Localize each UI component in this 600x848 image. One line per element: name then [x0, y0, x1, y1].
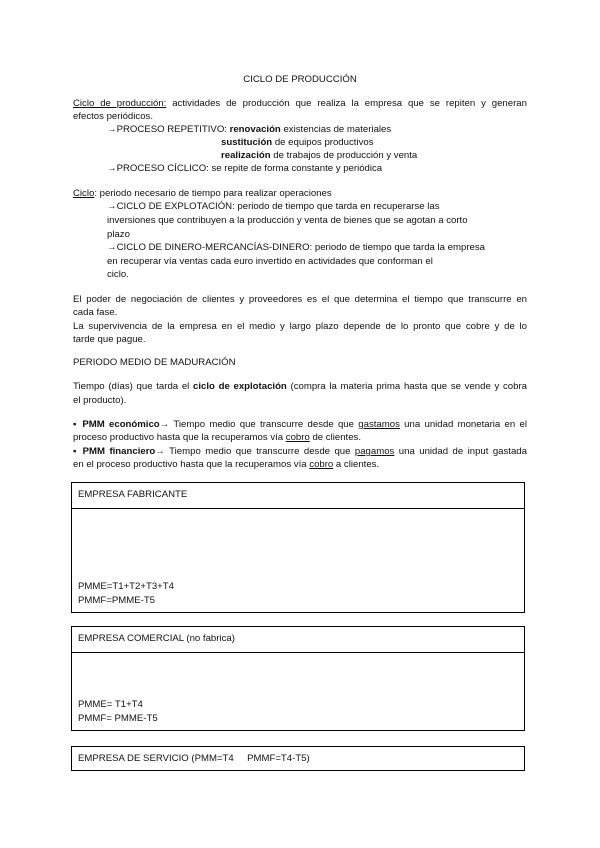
pmm-financiero-text-c: en el proceso productivo hasta que la recuperamos vía [73, 459, 310, 470]
empresa-comercial-box [71, 626, 525, 731]
realizacion-term: realización [221, 150, 271, 161]
renovacion-term: renovación [229, 124, 281, 135]
explotacion-line-2: inversiones que contribuyen a la producción y venta de bienes que se agotan a corto [107, 215, 468, 226]
tiempo-line-1 [73, 381, 527, 393]
dinero-line-1: →CICLO DE DINERO-MERCANCÍAS-DINERO: periodo de tiempo que tarda la empresa [107, 242, 486, 253]
pmm-financiero-line-2 [73, 459, 379, 471]
pmm-economico-line-1 [73, 419, 527, 431]
ciclo-produccion-term: Ciclo de producción: [73, 98, 167, 109]
ciclo-produccion-def: actividades de producción que realiza la empresa que se repiten y generan [166, 98, 527, 109]
ciclo-explotacion-term: ciclo de explotación [193, 381, 287, 392]
supervivencia-line-1: La supervivencia de la empresa en el medio y largo plazo depende de lo pronto que cobre y de lo [73, 321, 527, 332]
pmm-financiero-line-1 [73, 446, 527, 458]
empresa-servicio-title: EMPRESA DE SERVICIO (PMM=T4 PMMF=T4-T5) [78, 753, 310, 764]
pagamos-term: pagamos [354, 446, 395, 457]
supervivencia-line-2: tarde que pague. [73, 334, 146, 345]
formula-pmmf: PMMF= PMME-T5 [78, 713, 158, 724]
pmm-heading: PERIODO MEDIO DE MADURACIÓN [73, 357, 236, 368]
proceso-repetitivo-label: →PROCESO REPETITIVO: [107, 124, 230, 135]
tiempo-line-2: el producto). [73, 395, 127, 406]
proceso-repetitivo-line [107, 124, 391, 136]
page-title: CICLO DE PRODUCCIÓN [243, 74, 357, 85]
ciclo-def: : periodo necesario de tiempo para realizar operaciones [94, 188, 332, 199]
tiempo-text-a: Tiempo (días) que tarda el [73, 381, 194, 392]
pmm-economico-text-d: de clientes. [309, 432, 361, 443]
formula-pmme: PMME=T1+T2+T3+T4 [78, 581, 174, 592]
renovacion-text: existencias de materiales [280, 124, 392, 135]
pmm-financiero-label: PMM financiero [82, 446, 156, 457]
ciclo-produccion-line-1 [73, 98, 527, 110]
empresa-fabricante-box [71, 482, 525, 613]
pmm-economico-text-c: proceso productivo hasta que la recuperamos vía [73, 432, 286, 443]
cobro-term: cobro [309, 459, 334, 470]
pmm-economico-label: PMM económico [82, 419, 160, 430]
formula-pmmf: PMMF=PMME-T5 [78, 595, 156, 606]
empresa-fabricante-header [72, 483, 524, 509]
pmm-financiero-text-d: a clientes. [333, 459, 380, 470]
poder-line-2: cada fase. [73, 307, 118, 318]
dinero-line-2: en recuperar vía ventas cada euro invertido en actividades que conforman el [107, 256, 433, 267]
empresa-comercial-title: EMPRESA COMERCIAL (no fabrica) [78, 633, 235, 644]
ciclo-def-line [73, 188, 332, 200]
pmm-financiero-text-a: → Tiempo medio que transcurre desde que [155, 446, 355, 457]
proceso-ciclico-line: →PROCESO CÍCLICO: se repite de forma constante y periódica [107, 163, 383, 174]
explotacion-line-1: →CICLO DE EXPLOTACIÓN: periodo de tiempo que tarda en recuperarse las [107, 201, 440, 212]
cobro-term: cobro [285, 432, 310, 443]
tiempo-text-c: (compra la materia prima hasta que se vende y cobra [286, 381, 527, 392]
explotacion-line-3: plazo [107, 229, 130, 240]
pmm-economico-text-b: una unidad monetaria en el [399, 419, 527, 430]
bullet-icon: ▪ [73, 419, 83, 430]
empresa-servicio-box [71, 746, 525, 771]
poder-line-1: El poder de negociación de clientes y proveedores es el que determina el tiempo que transcurre en [73, 294, 527, 305]
empresa-fabricante-title: EMPRESA FABRICANTE [78, 489, 188, 500]
sustitucion-line [221, 137, 374, 149]
dinero-line-3: ciclo. [107, 269, 129, 280]
bullet-icon: ▪ [73, 446, 83, 457]
realizacion-text: de trabajos de producción y venta [270, 150, 418, 161]
gastamos-term: gastamos [358, 419, 400, 430]
pmm-economico-text-a: → Tiempo medio que transcurre desde que [159, 419, 359, 430]
ciclo-term: Ciclo [73, 188, 95, 199]
sustitucion-text: de equipos productivos [272, 137, 374, 148]
empresa-comercial-header [72, 627, 524, 653]
ciclo-produccion-line-2: efectos periódicos. [73, 111, 153, 122]
sustitucion-term: sustitución [221, 137, 273, 148]
pmm-economico-line-2 [73, 432, 361, 444]
realizacion-line [221, 150, 417, 162]
formula-pmme: PMME= T1+T4 [78, 699, 143, 710]
pmm-financiero-text-b: una unidad de input gastada [394, 446, 527, 457]
